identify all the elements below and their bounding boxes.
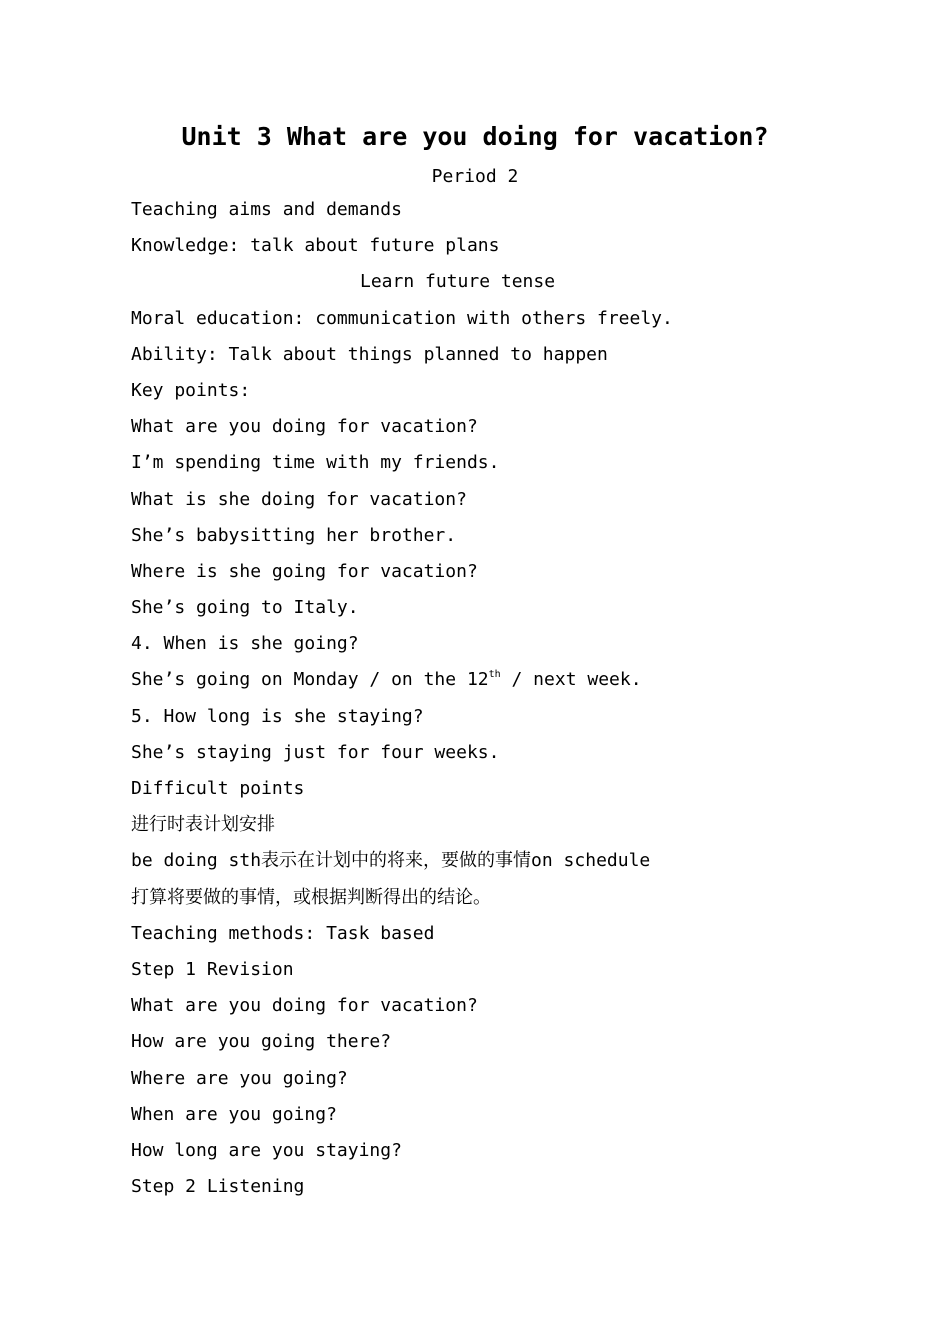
- text-line: Knowledge: talk about future plans: [131, 235, 500, 257]
- text-line: She’s staying just for four weeks.: [131, 741, 500, 763]
- section-heading: Teaching aims and demands: [131, 199, 402, 220]
- text-line: 进行时表计划安排: [131, 814, 275, 836]
- text-line: 5. How long is she staying?: [131, 705, 424, 727]
- text-line: What is she doing for vacation?: [131, 488, 467, 510]
- text-line: She’s babysitting her brother.: [131, 524, 457, 546]
- text-line: I’m spending time with my friends.: [131, 452, 500, 474]
- period-subtitle: Period 2: [431, 166, 519, 187]
- text-line: Learn future tense: [360, 271, 556, 293]
- section-heading: Key points:: [131, 379, 251, 401]
- text-segment: She’s going on Monday / on the 12: [131, 669, 489, 691]
- text-line: Where are you going?: [131, 1067, 348, 1089]
- text-line: How are you going there?: [131, 1031, 392, 1053]
- text-line: [131, 666, 911, 702]
- section-heading: Step 1 Revision: [131, 958, 294, 980]
- text-segment: / next week.: [500, 669, 642, 691]
- text-line: 4. When is she going?: [131, 633, 359, 655]
- text-line: How long are you staying?: [131, 1139, 402, 1161]
- text-line: When are you going?: [131, 1103, 337, 1125]
- text-line: Teaching methods: Task based: [131, 922, 435, 944]
- text-segment: on schedule: [531, 850, 651, 872]
- document-body: [131, 196, 911, 1209]
- text-line: What are you doing for vacation?: [131, 995, 478, 1017]
- document-title: Unit 3 What are you doing for vacation?: [181, 122, 769, 151]
- superscript-text: th: [488, 669, 501, 681]
- section-heading: Difficult points: [131, 778, 305, 799]
- section-heading: Step 2 Listening: [131, 1176, 305, 1198]
- text-line: [131, 847, 911, 883]
- text-line: She’s going to Italy.: [131, 597, 359, 619]
- text-line: Ability: Talk about things planned to happen: [131, 343, 608, 365]
- text-segment: 表示在计划中的将来，要做的事情: [261, 850, 532, 872]
- text-line: 打算将要做的事情，或根据判断得出的结论。: [131, 886, 491, 908]
- text-line: Moral education: communication with others freely.: [131, 307, 673, 329]
- text-line: What are you doing for vacation?: [131, 416, 478, 438]
- text-segment: be doing sth: [131, 850, 262, 872]
- text-line: Where is she going for vacation?: [131, 560, 478, 582]
